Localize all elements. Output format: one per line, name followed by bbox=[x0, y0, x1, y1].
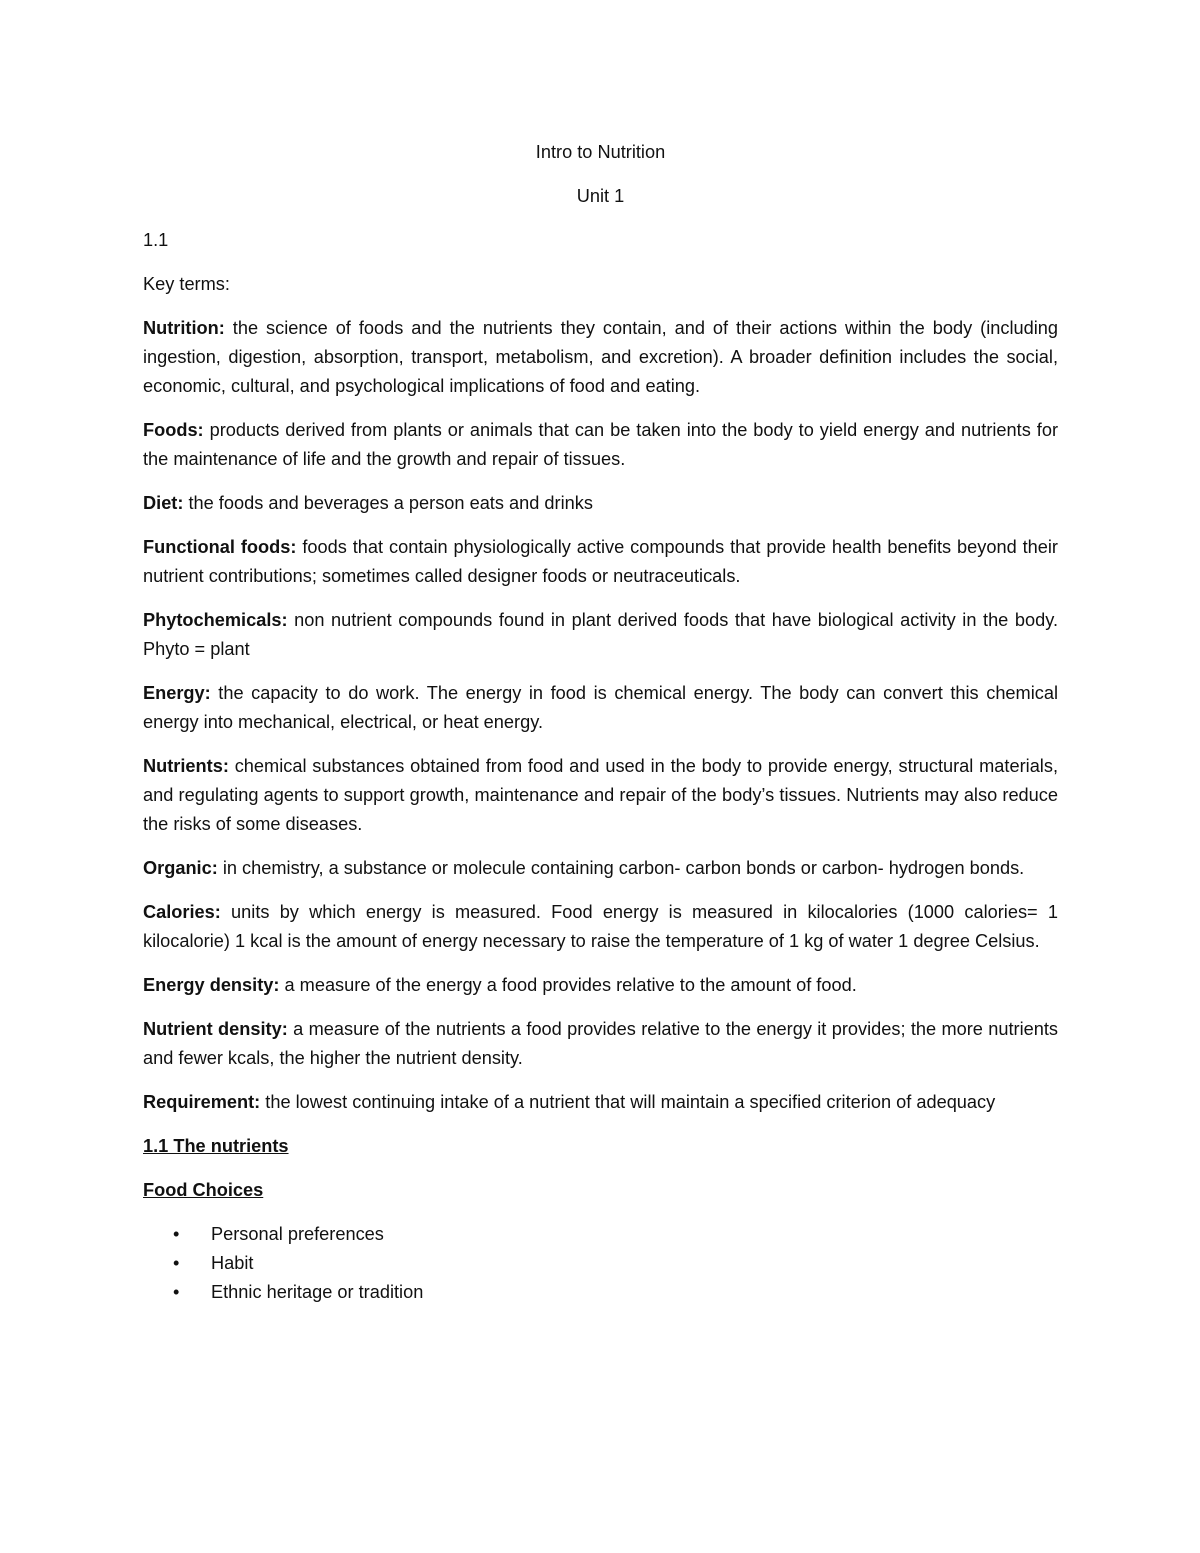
definition-term: Phytochemicals: bbox=[143, 610, 288, 630]
definition-foods bbox=[143, 416, 1058, 474]
definition-organic bbox=[143, 854, 1058, 883]
definition-nutrition bbox=[143, 314, 1058, 401]
document-page bbox=[143, 138, 1058, 1307]
definition-text: products derived from plants or animals that can be taken into the body to yield energy and nutrients for the maintenance of life and the growth and repair of tissues. bbox=[143, 420, 1058, 469]
definition-phytochemicals bbox=[143, 606, 1058, 664]
definition-term: Functional foods: bbox=[143, 537, 297, 557]
definition-nutrient-density bbox=[143, 1015, 1058, 1073]
list-item bbox=[143, 1220, 1058, 1249]
definition-text: the foods and beverages a person eats and drinks bbox=[183, 493, 593, 513]
definition-term: Organic: bbox=[143, 858, 218, 878]
bullet-icon: • bbox=[173, 1282, 180, 1302]
document-title: Intro to Nutrition bbox=[535, 142, 666, 162]
definition-text: the science of foods and the nutrients they contain, and of their actions within the body (including ingestion, digestion, absorption, transport, metabolism, and excretion). A broader definition includes the social, economic, cultural, and psychological implications of food and eating. bbox=[143, 318, 1058, 396]
definition-text: the lowest continuing intake of a nutrient that will maintain a specified criterion of adequacy bbox=[260, 1092, 996, 1112]
definition-text: chemical substances obtained from food and used in the body to provide energy, structural materials, and regulating agents to support growth, maintenance and repair of the body’s tissues. Nutrients may also reduce the risks of some diseases. bbox=[143, 756, 1058, 834]
definition-text: the capacity to do work. The energy in food is chemical energy. The body can convert this chemical energy into mechanical, electrical, or heat energy. bbox=[143, 683, 1058, 732]
definition-functional-foods bbox=[143, 533, 1058, 591]
definition-term: Nutrient density: bbox=[143, 1019, 288, 1039]
definition-requirement bbox=[143, 1088, 1058, 1117]
unit-label: Unit 1 bbox=[576, 186, 625, 206]
definition-term: Requirement: bbox=[143, 1092, 261, 1112]
heading-food-choices: Food Choices bbox=[143, 1180, 264, 1200]
bullet-icon: • bbox=[173, 1253, 180, 1273]
definition-term: Nutrients: bbox=[143, 756, 229, 776]
list-item bbox=[143, 1249, 1058, 1278]
definition-term: Diet: bbox=[143, 493, 184, 513]
definition-energy bbox=[143, 679, 1058, 737]
definition-term: Energy: bbox=[143, 683, 211, 703]
section-number: 1.1 bbox=[143, 230, 169, 250]
bullet-icon: • bbox=[173, 1224, 180, 1244]
definition-term: Calories: bbox=[143, 902, 221, 922]
definition-text: a measure of the nutrients a food provides relative to the energy it provides; the more nutrients and fewer kcals, the higher the nutrient density. bbox=[143, 1019, 1059, 1068]
key-terms-label: Key terms: bbox=[143, 274, 230, 294]
definition-text: units by which energy is measured. Food energy is measured in kilocalories (1000 calories= 1 kilocalorie) 1 kcal is the amount of energy necessary to raise the temperature of 1 kg of water 1 degree Celsius. bbox=[143, 902, 1058, 951]
heading-the-nutrients: 1.1 The nutrients bbox=[143, 1136, 289, 1156]
definition-text: a measure of the energy a food provides relative to the amount of food. bbox=[279, 975, 857, 995]
definition-energy-density bbox=[143, 971, 1058, 1000]
list-item-text: Ethnic heritage or tradition bbox=[211, 1282, 424, 1302]
definition-term: Nutrition: bbox=[143, 318, 225, 338]
food-choices-list bbox=[143, 1220, 1058, 1307]
list-item bbox=[143, 1278, 1058, 1307]
definition-text: foods that contain physiologically active compounds that provide health benefits beyond their nutrient contributions; sometimes called designer foods or neutraceuticals. bbox=[143, 537, 1058, 586]
list-item-text: Personal preferences bbox=[211, 1224, 384, 1244]
list-item-text: Habit bbox=[211, 1253, 254, 1273]
definition-nutrients bbox=[143, 752, 1058, 839]
definition-text: in chemistry, a substance or molecule containing carbon- carbon bonds or carbon- hydrogen bonds. bbox=[217, 858, 1025, 878]
definition-term: Energy density: bbox=[143, 975, 280, 995]
definition-text: non nutrient compounds found in plant derived foods that have biological activity in the body. Phyto = plant bbox=[143, 610, 1058, 659]
definition-calories bbox=[143, 898, 1058, 956]
definition-term: Foods: bbox=[143, 420, 204, 440]
definition-diet bbox=[143, 489, 1058, 518]
definitions-list bbox=[143, 314, 1058, 1117]
